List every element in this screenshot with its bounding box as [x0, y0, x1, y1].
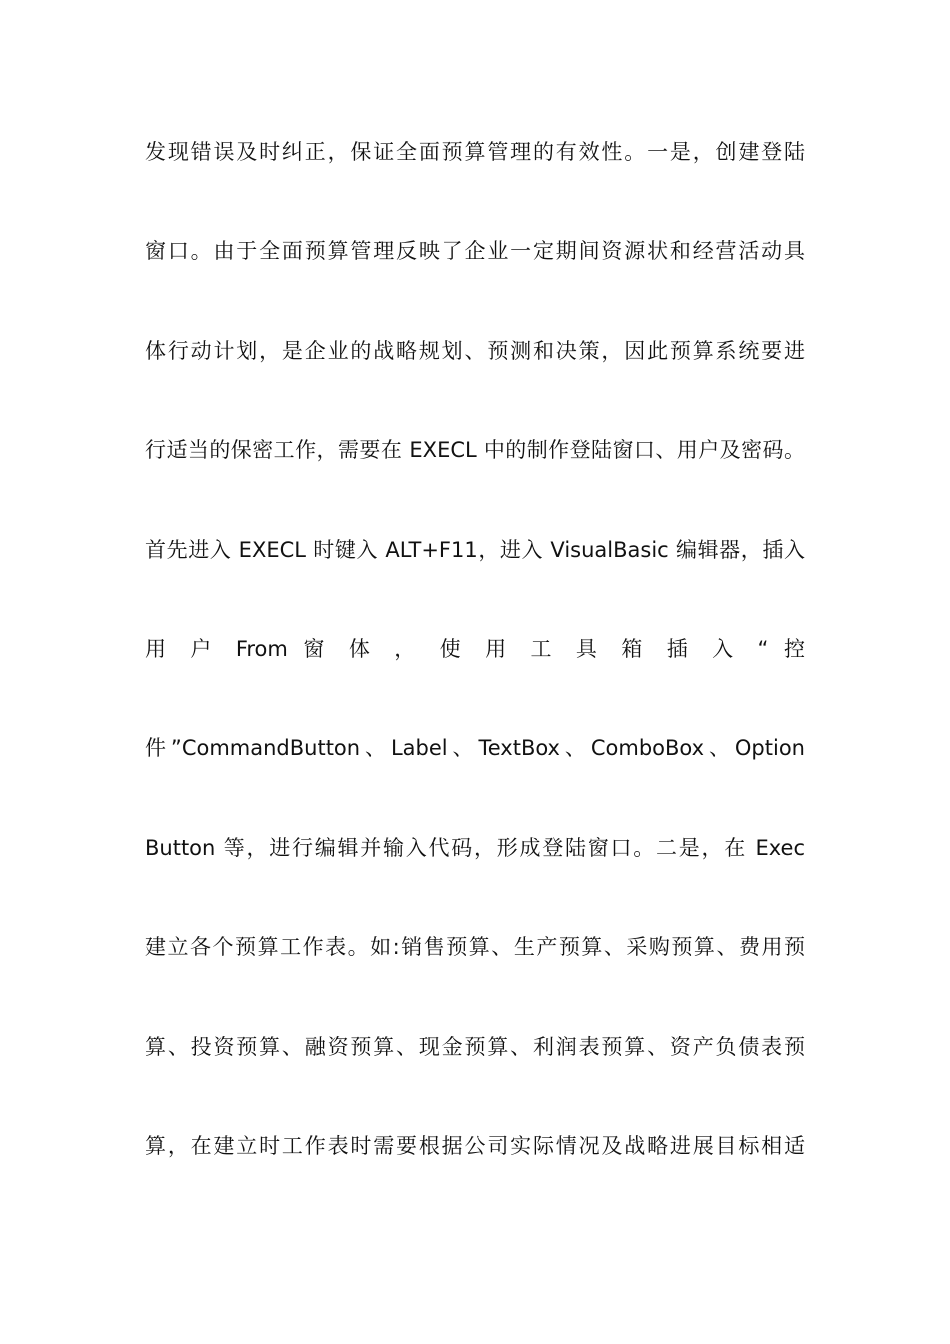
text-line-5: 首先进入 EXECL 时键入 ALT+F11，进入 VisualBasic 编辑器，插入: [145, 538, 805, 562]
text-line-10: 算、投资预算、融资预算、现金预算、利润表预算、资产负债表预: [145, 1035, 805, 1059]
text-line-4: 行适当的保密工作，需要在 EXECL 中的制作登陆窗口、用户及密码。: [145, 438, 805, 462]
text-line-7: 件”CommandButton、Label、TextBox、ComboBox、Option: [145, 736, 805, 760]
text-line-6: 用 户 From 窗 体 ， 使 用 工 具 箱 插 入 “ 控: [145, 637, 805, 661]
text-line-8: Button 等，进行编辑并输入代码，形成登陆窗口。二是，在 Exec: [145, 836, 805, 860]
text-line-3: 体行动计划，是企业的战略规划、预测和决策，因此预算系统要进: [145, 339, 805, 363]
text-line-2: 窗口。由于全面预算管理反映了企业一定期间资源状和经营活动具: [145, 239, 805, 263]
text-line-9: 建立各个预算工作表。如:销售预算、生产预算、采购预算、费用预: [145, 935, 805, 959]
text-line-11: 算，在建立时工作表时需要根据公司实际情况及战略进展目标相适: [145, 1134, 805, 1158]
text-line-1: 发现错误及时纠正，保证全面预算管理的有效性。一是，创建登陆: [145, 140, 805, 164]
